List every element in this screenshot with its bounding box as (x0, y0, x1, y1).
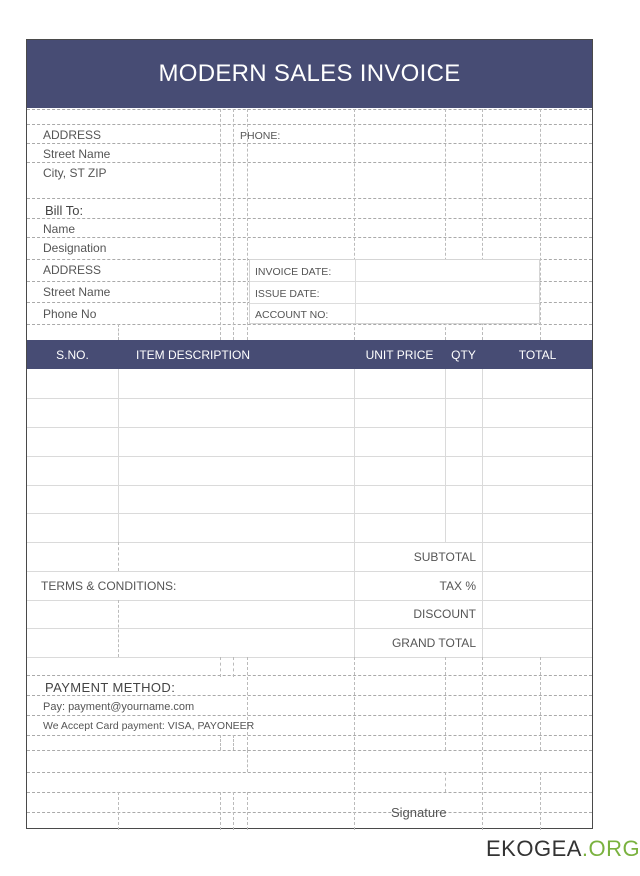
table-row (27, 398, 592, 399)
col-unit-price: UNIT PRICE (365, 347, 434, 362)
seller-city: City, ST ZIP (43, 166, 107, 180)
divider (27, 124, 592, 125)
account-no-label: ACCOUNT NO: (255, 309, 329, 321)
divider (27, 675, 592, 676)
divider (220, 657, 221, 677)
bill-to-address-label: ADDRESS (43, 263, 102, 277)
divider (27, 237, 592, 238)
payment-method-heading: PAYMENT METHOD: (45, 680, 176, 695)
divider (220, 109, 221, 340)
divider (482, 542, 483, 657)
divider (27, 657, 592, 658)
grand-total-label: GRAND TOTAL (391, 636, 476, 650)
divider (354, 542, 355, 657)
divider (247, 792, 248, 830)
divider (27, 198, 592, 199)
divider (27, 162, 592, 163)
payment-email: Pay: payment@yourname.com (43, 701, 195, 713)
divider (27, 628, 592, 629)
bill-to-name: Name (43, 222, 76, 236)
seller-address-label: ADDRESS (43, 128, 102, 142)
items-table-header (27, 340, 592, 369)
divider (27, 812, 592, 813)
table-row (27, 427, 592, 428)
table-row (27, 485, 592, 486)
divider (27, 571, 592, 572)
col-total: TOTAL (518, 347, 557, 362)
invoice-sheet (26, 39, 593, 829)
divider (445, 657, 446, 750)
divider (540, 772, 541, 830)
divider (27, 772, 592, 773)
bill-to-heading: Bill To: (45, 203, 84, 218)
seller-street: Street Name (43, 147, 111, 161)
divider (354, 369, 355, 542)
divider (27, 600, 592, 601)
signature-label: Signature (391, 805, 447, 820)
phone-label: PHONE: (240, 130, 281, 142)
col-sno: S.NO. (56, 347, 89, 362)
brand-name: EKOGEA (486, 836, 582, 861)
divider (247, 657, 248, 750)
divider (220, 735, 221, 750)
divider (233, 792, 234, 830)
terms-label: TERMS & CONDITIONS: (41, 579, 177, 593)
divider (118, 600, 119, 657)
divider (354, 657, 355, 830)
discount-label: DISCOUNT (413, 607, 476, 621)
divider (27, 715, 592, 716)
divider (27, 695, 592, 696)
tax-label: TAX % (439, 579, 476, 593)
divider (482, 657, 483, 830)
issue-date-label: ISSUE DATE: (255, 288, 320, 300)
divider (247, 109, 248, 340)
divider (27, 324, 592, 325)
divider (220, 792, 221, 830)
col-item-description: ITEM DESCRIPTION (136, 347, 251, 362)
divider (27, 750, 592, 751)
divider (27, 143, 592, 144)
divider (247, 750, 248, 772)
table-row (27, 513, 592, 514)
divider (233, 109, 234, 340)
divider (445, 369, 446, 542)
table-row (27, 542, 592, 543)
invoice-date-label: INVOICE DATE: (255, 266, 332, 278)
divider (27, 792, 592, 793)
brand-domain: .ORG (581, 836, 640, 861)
divider (540, 657, 541, 750)
divider (445, 772, 446, 792)
divider (482, 369, 483, 542)
divider (118, 324, 119, 340)
bill-to-designation: Designation (43, 241, 107, 255)
subtotal-label: SUBTOTAL (413, 550, 476, 564)
divider (233, 735, 234, 750)
table-row (27, 456, 592, 457)
divider (118, 369, 119, 542)
col-qty: QTY (451, 347, 476, 362)
divider (27, 218, 592, 219)
payment-cards: We Accept Card payment: VISA, PAYONEER (43, 720, 255, 732)
divider (233, 657, 234, 677)
divider (118, 542, 119, 571)
divider (27, 735, 592, 736)
brand-watermark (486, 836, 640, 862)
bill-to-phone: Phone No (43, 307, 97, 321)
divider (27, 109, 592, 110)
divider (540, 109, 541, 340)
bill-to-street: Street Name (43, 285, 111, 299)
invoice-title: MODERN SALES INVOICE (27, 40, 592, 108)
divider (118, 792, 119, 830)
